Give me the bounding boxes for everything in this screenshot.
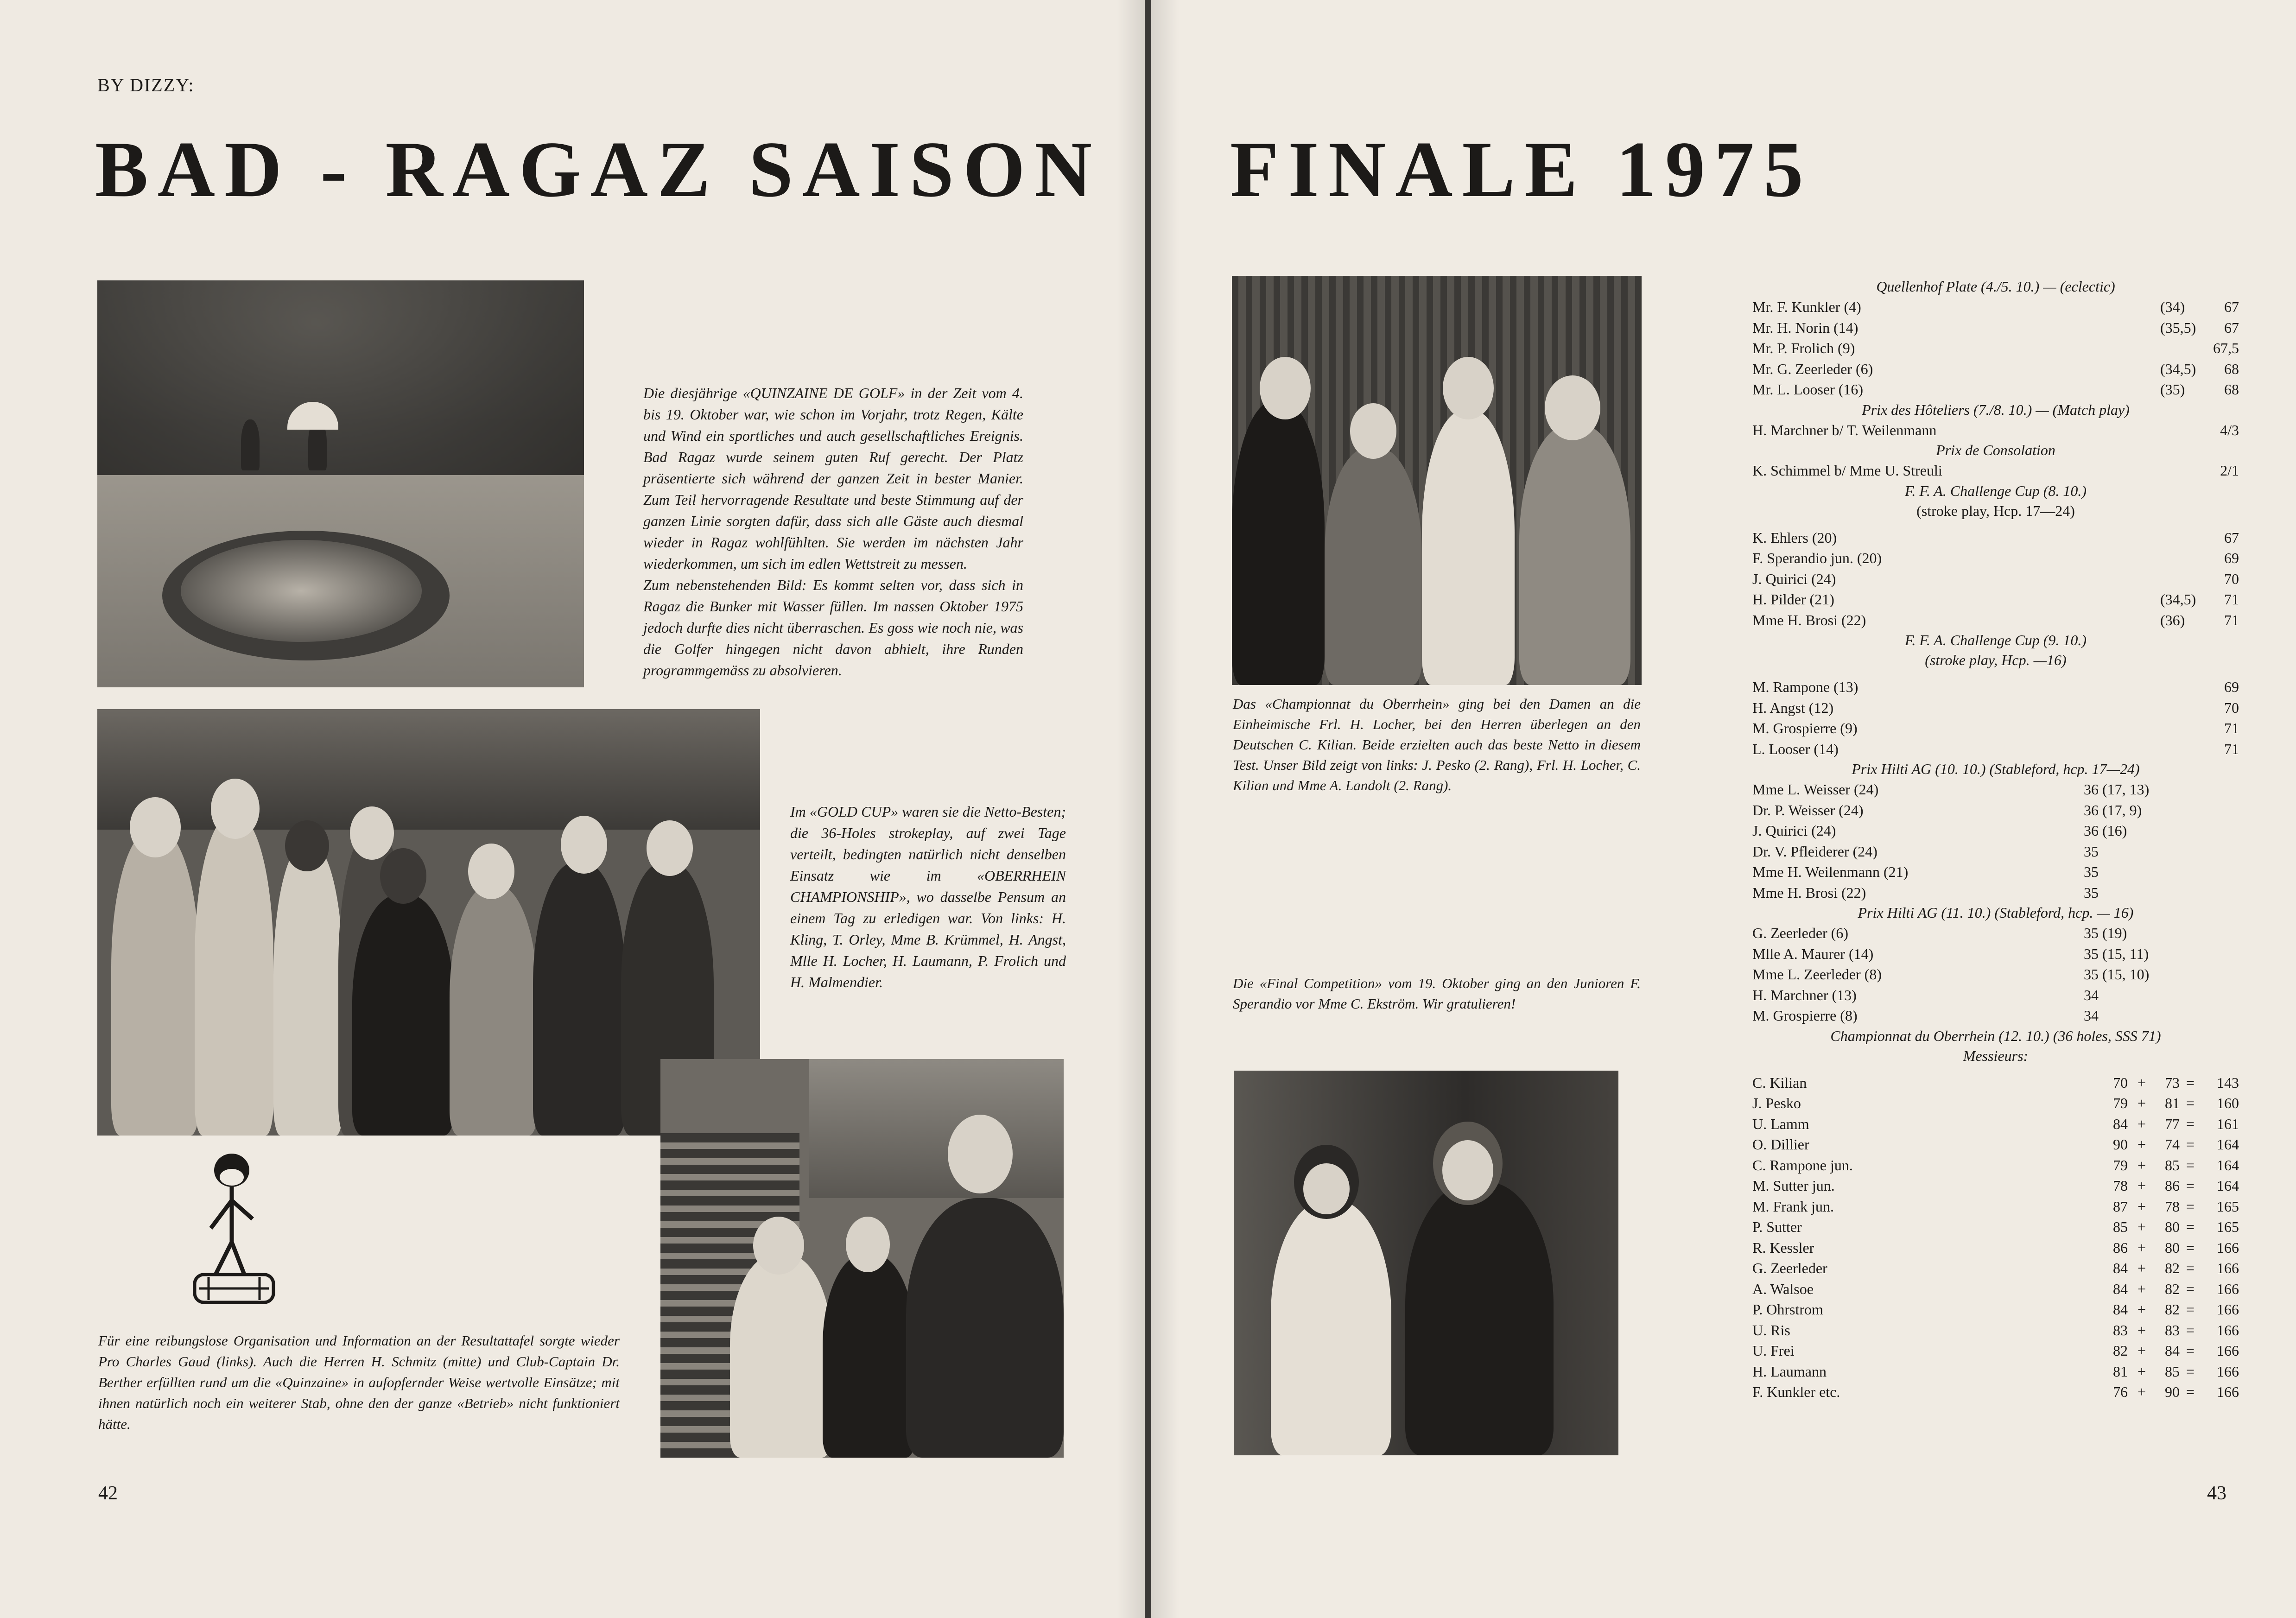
result-row [1752,297,2239,317]
total-score: 166 [2217,1363,2239,1380]
equals-sign: = [2186,1156,2195,1174]
player-name: M. Frank jun. [1752,1198,1834,1215]
score-value: 68 [2224,381,2239,398]
photo-flooded-bunker [97,280,584,687]
player-name: J. Pesko [1752,1095,1801,1111]
player-name: H. Pilder (21) [1752,591,1834,608]
player-name: H. Marchner (13) [1752,986,1857,1003]
result-row [1752,882,2239,903]
round-2-score: 82 [2165,1260,2180,1276]
oberrhein-title: Championnat du Oberrhein (12. 10.) (36 holes, SSS 71) [1830,1027,2161,1044]
round-2-score: 80 [2165,1239,2180,1256]
player-name: K. Ehlers (20) [1752,529,1837,546]
result-row [1752,338,2239,359]
round-1-score: 84 [2113,1260,2128,1276]
player-name: U. Lamm [1752,1115,1809,1132]
page-number-right: 43 [2207,1483,2226,1504]
equals-sign: = [2186,1342,2195,1359]
headline-left: BAD - RAGAZ SAISON [95,126,1102,214]
caption-intro-p2: Zum nebenstehenden Bild: Es kommt selten vor, dass sich in Ragaz die Bunker mit Wasser füllen. Im nassen Oktober 1975 jedoch durfte dies nicht überraschen. Es goss wie noch nie, was die Golfer hingegen nicht davon abhielt, ihre Runden programmgemäss zu absolvieren. [643,577,1023,679]
result-row [1752,527,2239,548]
score-value: 69 [2224,679,2239,695]
player-name: Mme H. Brosi (22) [1752,611,1866,628]
caption-championnat-text: Das «Championnat du Oberrhein» ging bei den Damen an die Einheimische Frl. H. Locher, bei den Herren überlegen an den Deutschen C. Kilian. Beide erzielten auch das beste Netto in diesem Test. Unser Bild zeigt von links: J. Pesko (2. Rang), Frl. H. Locher, C. Kilian und Mme A. Landolt (2. Rang). [1233,696,1641,793]
player-name: G. Zeerleder (6) [1752,925,1848,941]
round-1-score: 83 [2113,1321,2128,1339]
round-1-score: 76 [2113,1383,2128,1400]
result-row [1752,610,2239,631]
result-row [1752,1196,2239,1217]
stableford-score: 35 [2084,843,2099,860]
round-2-score: 82 [2165,1301,2180,1318]
right-page [1151,0,2296,1618]
result-row [1752,779,2239,800]
tiebreak-value: (35,5) [2160,319,2196,336]
round-2-score: 85 [2165,1363,2180,1380]
hoteliers-title: Prix des Hôteliers (7./8. 10.) — (Match play) [1862,401,2130,418]
player-name: Dr. V. Pfleiderer (24) [1752,843,1877,860]
oberrhein-subtitle: Messieurs: [1963,1047,2029,1064]
round-1-score: 84 [2113,1115,2128,1132]
result-row [1752,1005,2239,1026]
ffa2-subtitle: (stroke play, Hcp. —16) [1925,652,2067,668]
result-row [1752,1217,2239,1237]
player-name: Mme L. Zeerleder (8) [1752,966,1882,983]
result-row [1752,1093,2239,1114]
player-name: Mlle A. Maurer (14) [1752,945,1874,962]
player-name: Mr. G. Zeerleder (6) [1752,360,1873,377]
quellenhof-title: Quellenhof Plate (4./5. 10.) — (eclectic) [1876,278,2115,295]
plus-sign: + [2137,1198,2146,1215]
result-row [1752,1072,2239,1093]
equals-sign: = [2186,1095,2195,1111]
round-2-score: 78 [2165,1198,2180,1215]
score-value: 69 [2224,550,2239,566]
result-row [1752,923,2239,944]
oberrhein-table [1752,1072,2239,1402]
equals-sign: = [2186,1177,2195,1194]
player-name: Mr. L. Looser (16) [1752,381,1864,398]
player-name: H. Marchner b/ T. Weilenmann [1752,421,1937,438]
hilti2-table [1752,923,2239,1026]
plus-sign: + [2137,1136,2146,1153]
round-1-score: 79 [2113,1156,2128,1174]
stableford-score: 36 (17, 9) [2084,801,2142,819]
total-score: 166 [2217,1301,2239,1318]
round-2-score: 82 [2165,1280,2180,1297]
tiebreak-value: (35) [2160,381,2185,398]
player-name: A. Walsoe [1752,1280,1814,1297]
equals-sign: = [2186,1383,2195,1400]
player-name: U. Ris [1752,1321,1790,1339]
ffa2-table [1752,677,2239,759]
result-row [1752,1114,2239,1135]
result-row [1752,1155,2239,1176]
score-value: 71 [2224,720,2239,736]
total-score: 166 [2217,1321,2239,1339]
score-value: 71 [2224,591,2239,608]
caption-organisation-text: Für eine reibungslose Organisation und Information an der Resultattafel sorgte wieder Pro Charles Gaud (links). Auch die Herren H. Schmitz (mitte) und Club-Captain Dr. Berther erfüllten rund um die «Quinzaine» in aufopfernder Weise wertvolle Einsätze; mit ihnen natürlich noch ein weiterer Stab, ohne den der ganze «Betrieb» nicht funktioniert hätte. [98,1332,620,1432]
gutter-shadow [1117,0,1145,1618]
result-row [1752,800,2239,821]
plus-sign: + [2137,1115,2146,1132]
caption-championnat [1233,694,1641,796]
round-2-score: 90 [2165,1383,2180,1400]
total-score: 165 [2217,1218,2239,1235]
plus-sign: + [2137,1260,2146,1276]
round-1-score: 85 [2113,1218,2128,1235]
hoteliers-table [1752,420,2239,441]
total-score: 166 [2217,1342,2239,1359]
score-value: 70 [2224,699,2239,716]
player-name: J. Quirici (24) [1752,822,1836,839]
photo-championnat-winners [1232,276,1642,685]
round-1-score: 81 [2113,1363,2128,1380]
result-row [1752,841,2239,862]
round-2-score: 77 [2165,1115,2180,1132]
ffa1-table [1752,527,2239,631]
plus-sign: + [2137,1301,2146,1318]
round-1-score: 87 [2113,1198,2128,1215]
result-row [1752,1175,2239,1196]
result-row [1752,698,2239,718]
player-name: Mr. H. Norin (14) [1752,319,1858,336]
result-row [1752,589,2239,610]
score-value: 71 [2224,740,2239,757]
result-row [1752,985,2239,1006]
result-row [1752,317,2239,338]
result-row [1752,1320,2239,1341]
score-value: 67 [2224,319,2239,336]
round-1-score: 84 [2113,1280,2128,1297]
total-score: 164 [2217,1156,2239,1174]
plus-sign: + [2137,1383,2146,1400]
player-name: H. Laumann [1752,1363,1827,1380]
plus-sign: + [2137,1156,2146,1174]
equals-sign: = [2186,1301,2195,1318]
result-row [1752,420,2239,441]
result-row [1752,1134,2239,1155]
player-name: Mme H. Weilenmann (21) [1752,863,1909,880]
caption-intro-p1: Die diesjährige «QUINZAINE DE GOLF» in der Zeit vom 4. bis 19. Oktober war, wie schon im Vorjahr, trotz Regen, Kälte und Wind ein sportliches und auch gesellschaftliches Ereignis. Bad Ragaz wurde seinem guten Ruf gerecht. Der Platz präsentierte sich während der ganzen Zeit in bester Manier. Zum Teil hervorragende Resultate und beste Stimmung auf der ganzen Linie sorgten dafür, dass sich alle Gäste auch diesmal wieder in Ragaz wohlfühlten. Sie werden im nächsten Jahr wiederkommen, um sich im edlen Wettstreit zu messen. [643,385,1023,572]
result-row [1752,1299,2239,1320]
player-name: P. Sutter [1752,1218,1802,1235]
equals-sign: = [2186,1074,2195,1091]
hilti1-title: Prix Hilti AG (10. 10.) (Stableford, hcp. 17—24) [1852,761,2140,777]
result-row [1752,359,2239,380]
player-name: Mr. P. Frolich (9) [1752,340,1855,356]
page-number-left: 42 [98,1483,118,1504]
left-page [0,0,1145,1618]
score-value: 67 [2224,529,2239,546]
plus-sign: + [2137,1239,2146,1256]
player-name: Dr. P. Weisser (24) [1752,801,1864,819]
score-value: 68 [2224,360,2239,377]
round-2-score: 84 [2165,1342,2180,1359]
caption-gold-cup [790,801,1066,993]
hilti2-title: Prix Hilti AG (11. 10.) (Stableford, hcp. — 16) [1858,904,2134,921]
equals-sign: = [2186,1321,2195,1339]
result-row [1752,1340,2239,1361]
round-1-score: 82 [2113,1342,2128,1359]
result-row [1752,1279,2239,1300]
ffa2-title: F. F. A. Challenge Cup (9. 10.) [1905,632,2087,648]
player-name: O. Dillier [1752,1136,1809,1153]
result-row [1752,460,2239,481]
result-row [1752,964,2239,985]
quellenhof-table [1752,297,2239,400]
ffa1-subtitle: (stroke play, Hcp. 17—24) [1916,502,2075,519]
hilti1-table [1752,779,2239,903]
player-name: M. Rampone (13) [1752,679,1858,695]
score-value: 4/3 [2220,421,2239,438]
equals-sign: = [2186,1280,2195,1297]
round-2-score: 83 [2165,1321,2180,1339]
total-score: 161 [2217,1115,2239,1132]
stableford-score: 35 (15, 10) [2084,966,2150,983]
result-row [1752,944,2239,964]
score-value: 2/1 [2220,462,2239,479]
plus-sign: + [2137,1074,2146,1091]
equals-sign: = [2186,1260,2195,1276]
total-score: 165 [2217,1198,2239,1215]
total-score: 166 [2217,1239,2239,1256]
stableford-score: 36 (17, 13) [2084,781,2150,798]
round-2-score: 81 [2165,1095,2180,1111]
stableford-score: 35 [2084,863,2099,880]
result-row [1752,862,2239,882]
consolation-table [1752,460,2239,481]
stableford-score: 35 [2084,884,2099,901]
equals-sign: = [2186,1115,2195,1132]
byline: BY DIZZY: [97,75,195,95]
score-value: 67,5 [2213,340,2239,356]
round-1-score: 86 [2113,1239,2128,1256]
caption-final-competition [1233,973,1641,1014]
round-1-score: 90 [2113,1136,2128,1153]
round-2-score: 85 [2165,1156,2180,1174]
stableford-score: 36 (16) [2084,822,2127,839]
total-score: 166 [2217,1280,2239,1297]
equals-sign: = [2186,1239,2195,1256]
stableford-score: 34 [2084,986,2099,1003]
plus-sign: + [2137,1363,2146,1380]
plus-sign: + [2137,1218,2146,1235]
player-name: M. Grospierre (8) [1752,1007,1858,1024]
round-2-score: 86 [2165,1177,2180,1194]
caption-intro [643,382,1023,681]
photo-results-board [660,1059,1064,1458]
gutter-shadow [1151,0,1179,1618]
player-name: U. Frei [1752,1342,1795,1359]
player-name: R. Kessler [1752,1239,1814,1256]
stableford-score: 35 (15, 11) [2084,945,2149,962]
result-row [1752,718,2239,739]
consolation-title: Prix de Consolation [1936,442,2055,458]
total-score: 160 [2217,1095,2239,1111]
result-row [1752,1382,2239,1402]
result-row [1752,1258,2239,1279]
stableford-score: 35 (19) [2084,925,2127,941]
player-name: C. Kilian [1752,1074,1807,1091]
total-score: 166 [2217,1383,2239,1400]
round-2-score: 80 [2165,1218,2180,1235]
result-row [1752,1237,2239,1258]
results-column [1752,277,2239,1402]
total-score: 166 [2217,1260,2239,1276]
plus-sign: + [2137,1177,2146,1194]
tiebreak-value: (34,5) [2160,360,2196,377]
equals-sign: = [2186,1198,2195,1215]
plus-sign: + [2137,1342,2146,1359]
round-1-score: 70 [2113,1074,2128,1091]
player-name: C. Rampone jun. [1752,1156,1853,1174]
player-name: Mr. F. Kunkler (4) [1752,298,1861,315]
round-1-score: 78 [2113,1177,2128,1194]
headline-right: FINALE 1975 [1230,126,1813,214]
caption-organisation [98,1330,620,1434]
result-row [1752,677,2239,698]
result-row [1752,548,2239,569]
ffa1-title: F. F. A. Challenge Cup (8. 10.) [1905,482,2087,499]
result-row [1752,1361,2239,1382]
player-name: P. Ohrstrom [1752,1301,1823,1318]
round-1-score: 79 [2113,1095,2128,1111]
tiebreak-value: (34,5) [2160,591,2196,608]
player-name: F. Kunkler etc. [1752,1383,1840,1400]
player-name: Mme H. Brosi (22) [1752,884,1866,901]
photo-final-competition [1234,1071,1618,1455]
result-row [1752,739,2239,760]
equals-sign: = [2186,1363,2195,1380]
player-name: K. Schimmel b/ Mme U. Streuli [1752,462,1942,479]
player-name: M. Grospierre (9) [1752,720,1858,736]
player-name: H. Angst (12) [1752,699,1834,716]
result-row [1752,569,2239,590]
equals-sign: = [2186,1218,2195,1235]
plus-sign: + [2137,1095,2146,1111]
score-value: 70 [2224,570,2239,587]
result-row [1752,820,2239,841]
equals-sign: = [2186,1136,2195,1153]
player-name: L. Looser (14) [1752,740,1839,757]
score-value: 71 [2224,611,2239,628]
tiebreak-value: (36) [2160,611,2185,628]
round-2-score: 73 [2165,1074,2180,1091]
plus-sign: + [2137,1280,2146,1297]
cartoon-golfer [167,1149,297,1316]
player-name: M. Sutter jun. [1752,1177,1835,1194]
total-score: 164 [2217,1177,2239,1194]
tiebreak-value: (34) [2160,298,2185,315]
stableford-score: 34 [2084,1007,2099,1024]
round-1-score: 84 [2113,1301,2128,1318]
result-row [1752,379,2239,400]
plus-sign: + [2137,1321,2146,1339]
caption-gold-cup-text: Im «GOLD CUP» waren sie die Netto-Besten; die 36-Holes strokeplay, auf zwei Tage verteilt, bedingten natürlich nicht denselben Einsatz wie im «OBERRHEIN CHAMPIONSHIP», wo dasselbe Pensum an einem Tag zu erledigen war. Von links: H. Kling, T. Orley, Mme B. Krümmel, H. Angst, Mlle H. Locher, H. Laumann, P. Frolich und H. Malmendier. [790,803,1066,990]
total-score: 143 [2217,1074,2239,1091]
caption-final-competition-text: Die «Final Competition» vom 19. Oktober ging an den Junioren F. Sperandio vor Mme C. Ekström. Wir gratulieren! [1233,975,1641,1012]
player-name: G. Zeerleder [1752,1260,1827,1276]
player-name: F. Sperandio jun. (20) [1752,550,1882,566]
round-2-score: 74 [2165,1136,2180,1153]
player-name: Mme L. Weisser (24) [1752,781,1879,798]
player-name: J. Quirici (24) [1752,570,1836,587]
score-value: 67 [2224,298,2239,315]
total-score: 164 [2217,1136,2239,1153]
